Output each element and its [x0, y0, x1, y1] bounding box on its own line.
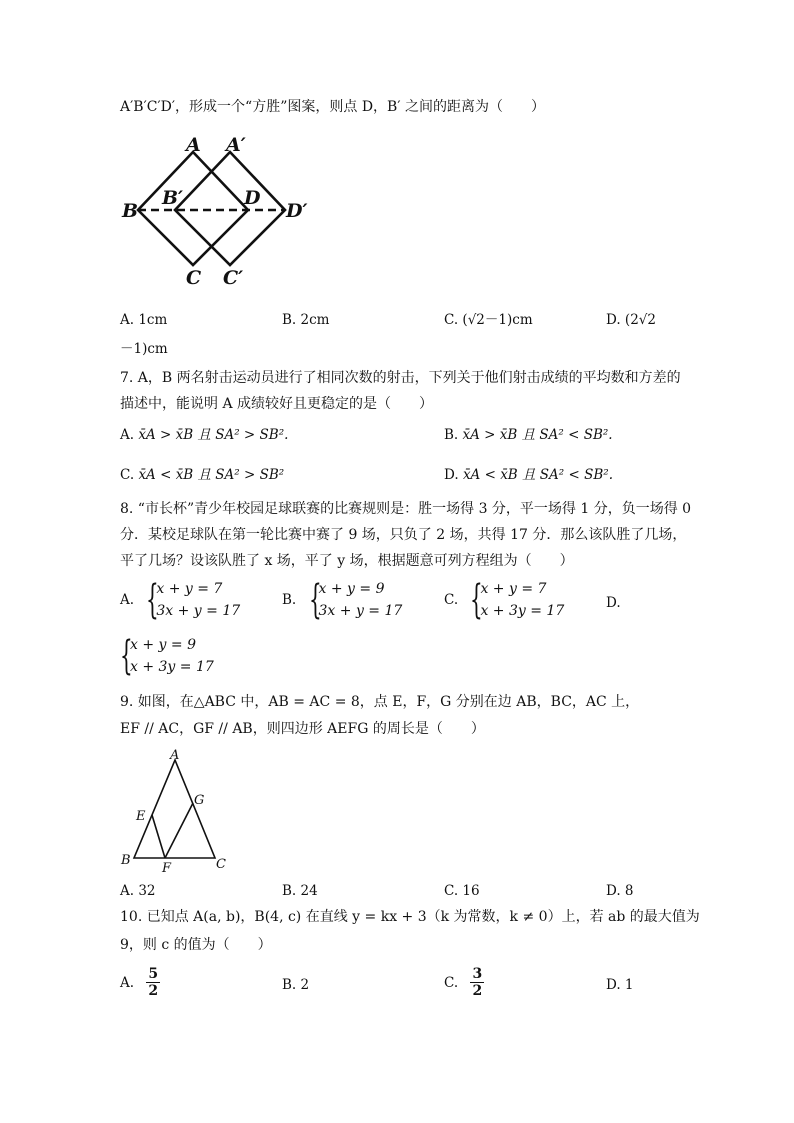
label-C: C — [186, 267, 202, 289]
label-A: A — [170, 748, 180, 763]
q7-text-2: 描述中，能说明 A 成绩较好且更稳定的是（ ） — [120, 396, 434, 412]
q9-option-a: A. 32 — [120, 883, 156, 899]
label-E: E — [136, 809, 146, 824]
label-D: D — [244, 187, 261, 209]
q9-text-2: EF // AC，GF // AB，则四边形 AEFG 的周长是（ ） — [120, 721, 485, 737]
label-B: B — [122, 200, 139, 222]
q10-option-d: D. 1 — [606, 977, 634, 993]
q7-option-c-label: C. — [120, 467, 135, 483]
q7-option-c-expr: x̄A < x̄B 且 SA² > SB² — [138, 467, 285, 483]
q9-figure — [116, 748, 236, 878]
q7-option-b-label: B. — [444, 427, 459, 443]
label-A: A — [186, 134, 201, 156]
label-A2: A′ — [226, 134, 246, 156]
q9-text-1: 9. 如图，在△ABC 中，AB = AC = 8，点 E，F，G 分别在边 AB，BC，AC 上， — [120, 694, 640, 710]
triangle-abc — [134, 760, 215, 858]
brace-icon: { — [120, 633, 133, 679]
q9-option-d: D. 8 — [606, 883, 634, 899]
q6-option-a: A. 1cm — [120, 312, 168, 328]
q8-option-b-system — [309, 578, 403, 622]
q8-option-a-label: A. — [120, 592, 135, 608]
q8-b-eq2: 3x + y = 17 — [318, 603, 403, 619]
q8-text-2: 分．某校足球队在第一轮比赛中赛了 9 场，只负了 2 场，共得 17 分．那么该队胜了几场， — [120, 527, 687, 543]
q10-a-den: 2 — [148, 983, 159, 999]
segment-fg — [165, 803, 193, 858]
label-D2: D′ — [286, 200, 308, 222]
q7-option-a — [120, 426, 288, 444]
square-abcd — [138, 152, 248, 265]
q7-option-d-label: D. — [444, 467, 459, 483]
q8-a-eq2: 3x + y = 17 — [156, 603, 241, 619]
q10-c-den: 2 — [472, 983, 483, 999]
q8-option-d-label: D. — [606, 595, 621, 611]
q10-option-b: B. 2 — [282, 977, 310, 993]
q6-intro: A′B′C′D′，形成一个“方胜”图案，则点 D，B′ 之间的距离为（ ） — [120, 99, 545, 115]
q8-option-c-label: C. — [444, 592, 459, 608]
label-B2: B′ — [162, 187, 184, 209]
label-C2: C′ — [223, 267, 244, 289]
q7-option-d — [444, 466, 613, 484]
q7-option-c — [120, 466, 284, 484]
q8-option-b-label: B. — [282, 592, 297, 608]
label-F: F — [162, 861, 172, 876]
label-C: C — [216, 857, 226, 872]
q10-option-c — [444, 966, 484, 999]
q6-option-c — [444, 311, 533, 329]
q8-c-eq1: x + y = 7 — [480, 581, 547, 597]
q6-option-d-rad: √2 — [638, 312, 656, 328]
q6-figure — [118, 132, 318, 292]
q6-option-d-pre: D. (2 — [606, 312, 639, 328]
q8-option-b — [282, 578, 402, 622]
q9-option-c: C. 16 — [444, 883, 480, 899]
q8-d-eq1: x + y = 9 — [130, 637, 196, 653]
q8-a-eq1: x + y = 7 — [156, 581, 223, 597]
q8-b-eq1: x + y = 9 — [318, 581, 385, 597]
q8-text-3: 平了几场？设该队胜了 x 场，平了 y 场，根据题意可列方程组为（ ） — [120, 553, 574, 569]
q6-option-b: B. 2cm — [282, 312, 330, 328]
q8-option-a-system — [146, 578, 240, 622]
q7-option-a-label: A. — [120, 427, 135, 443]
brace-icon: { — [470, 577, 484, 623]
q8-option-c — [444, 578, 564, 622]
brace-icon: { — [146, 577, 160, 623]
q8-text-1: 8. “市长杯”青少年校园足球联赛的比赛规则是：胜一场得 3 分，平一场得 1 分，负一场得 0 — [120, 501, 692, 517]
q10-option-a-label: A. — [120, 974, 135, 991]
q6-option-c-post: －1)cm — [484, 312, 533, 328]
q10-text-1: 10. 已知点 A(a, b)，B(4, c) 在直线 y = kx + 3（k 为常数，k ≠ 0）上，若 ab 的最大值为 — [120, 909, 700, 925]
q10-option-c-fraction — [470, 966, 484, 999]
q7-option-b-expr: x̄A > x̄B 且 SA² < SB². — [462, 427, 613, 443]
q10-a-num: 5 — [148, 966, 159, 982]
q8-option-d-system — [120, 634, 214, 678]
q7-option-b — [444, 426, 613, 444]
q9-option-b: B. 24 — [282, 883, 318, 899]
q6-option-c-rad: √2 — [467, 312, 485, 328]
q7-option-a-expr: x̄A > x̄B 且 SA² > SB². — [138, 427, 289, 443]
q10-option-a — [120, 966, 160, 999]
q8-c-eq2: x + 3y = 17 — [480, 603, 565, 619]
q10-text-2: 9，则 c 的值为（ ） — [120, 937, 272, 953]
q6-option-d-cont: －1)cm — [120, 341, 168, 357]
q10-option-a-fraction — [146, 966, 160, 999]
square-a2b2c2d2 — [175, 152, 285, 265]
q7-option-d-expr: x̄A < x̄B 且 SA² < SB². — [462, 467, 613, 483]
q8-option-c-system — [470, 578, 564, 622]
label-B: B — [121, 853, 131, 868]
q7-text-1: 7. A，B 两名射击运动员进行了相同次数的射击，下列关于他们射击成绩的平均数和方差的 — [120, 370, 681, 386]
segment-ef — [152, 815, 165, 858]
q6-option-c-pre: C. ( — [444, 312, 468, 328]
q10-c-num: 3 — [472, 966, 483, 982]
q8-option-a — [120, 578, 240, 622]
q8-d-eq2: x + 3y = 17 — [130, 659, 214, 675]
label-G: G — [194, 793, 205, 808]
q6-option-d — [606, 311, 656, 329]
q8-option-d — [120, 634, 214, 678]
q10-option-c-label: C. — [444, 974, 459, 991]
brace-icon: { — [308, 577, 322, 623]
